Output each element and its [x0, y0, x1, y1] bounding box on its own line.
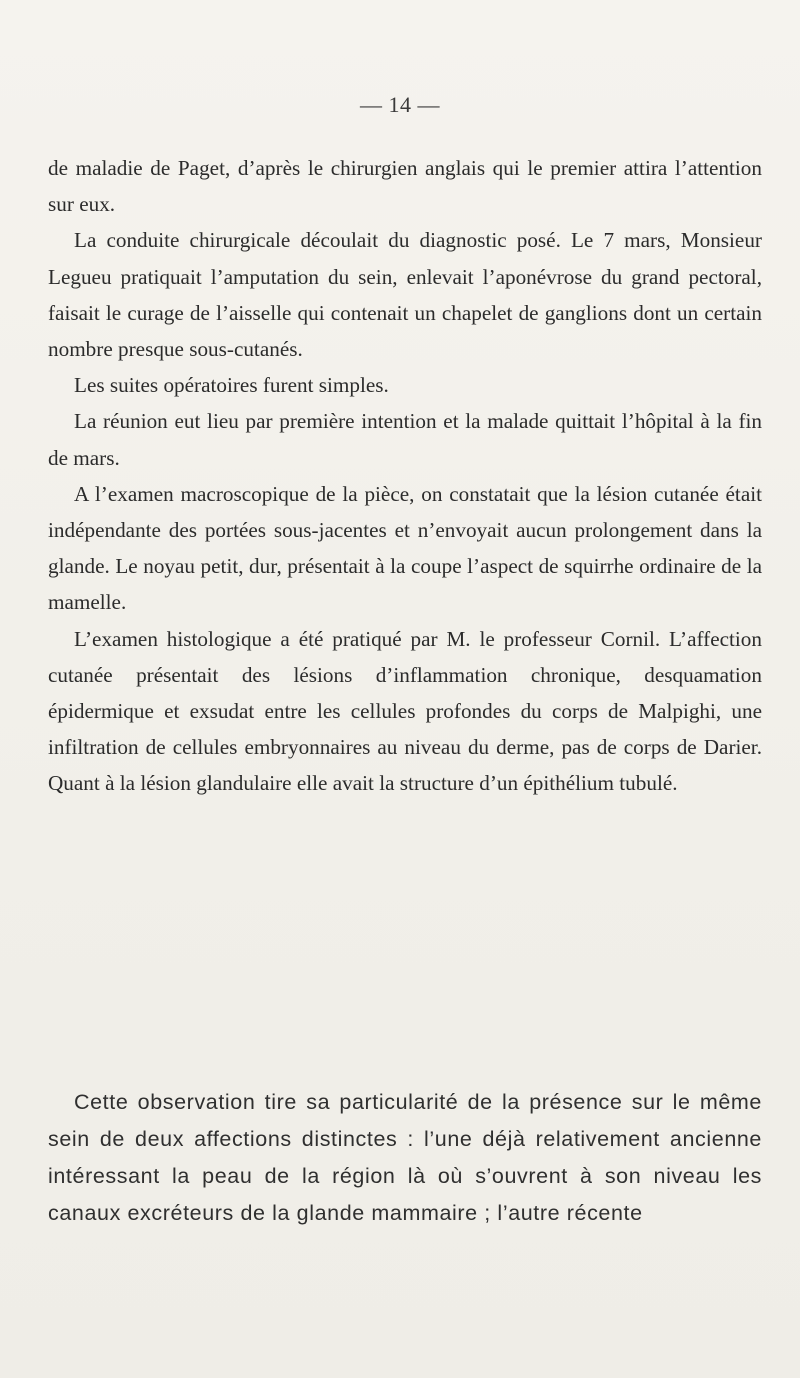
body-text — [48, 150, 762, 802]
paragraph-histologic: L’examen histologique a été pratiqué par M. le professeur Cornil. L’affection cutanée présentait des lésions d’inflammation chronique, desquamation épidermique et exsudat entre les cellules profondes du corps de Malpighi, une infiltration de cellules embryonnaires au niveau du derme, pas de corps de Darier. Quant à la lésion glandulaire elle avait la structure d’un épithélium tubulé. — [48, 626, 762, 796]
paragraph-macroscopic: A l’examen macroscopique de la pièce, on constatait que la lésion cutanée était indépendante des portées sous-jacentes et n’envoyait aucun prolongement dans la glande. Le noyau petit, dur, présentait à la coupe l’aspect de squirrhe ordinaire de la mamelle. — [48, 481, 762, 615]
page-number: — 14 — — [360, 92, 440, 117]
paragraph-postop: Les suites opératoires furent simples. — [74, 373, 389, 398]
paragraph-observation: Cette observation tire sa particularité de la présence sur le même sein de deux affections distinctes : l’une déjà relativement ancienne intéressant la peau de la région là où s’ouvrent à son niveau les canaux excréteurs de la glande mammaire ; l’autre récente — [48, 1090, 762, 1225]
paragraph-continuation: de maladie de Paget, d’après le chirurgien anglais qui le premier attira l’attention sur eux. — [48, 156, 762, 217]
paragraph-surgery: La conduite chirurgicale découlait du diagnostic posé. Le 7 mars, Monsieur Legueu pratiquait l’amputation du sein, enlevait l’aponévrose du grand pectoral, faisait le curage de l’aisselle qui contenait un chapelet de ganglions dont un certain nombre presque sous-cutanés. — [48, 228, 762, 362]
paragraph-healing: La réunion eut lieu par première intention et la malade quittait l’hôpital à la fin de mars. — [48, 409, 762, 470]
observation-section — [48, 1084, 762, 1232]
